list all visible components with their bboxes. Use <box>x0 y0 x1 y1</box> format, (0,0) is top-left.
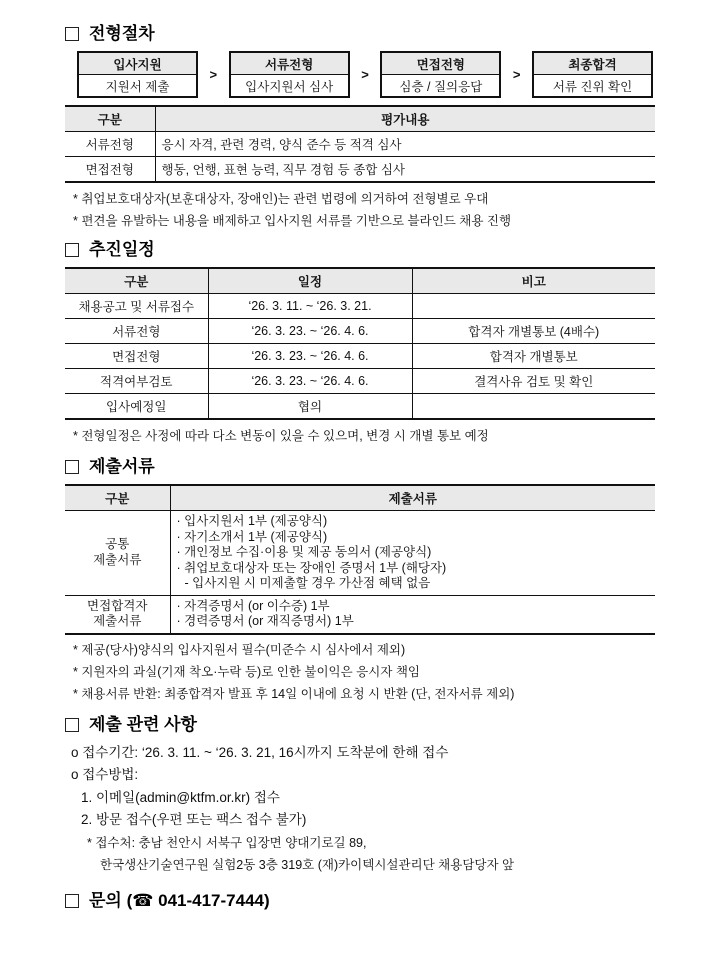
section-heading-contact <box>65 891 655 911</box>
col-header-category: 구분 <box>65 106 155 132</box>
procedure-notes <box>73 188 655 232</box>
cell-eval-content: 행동, 언행, 표현 능력, 직무 경험 등 종합 심사 <box>155 157 655 183</box>
square-bullet-icon <box>65 718 79 732</box>
cell-remarks: 합격자 개별통보 <box>412 344 655 369</box>
cell-category: 서류전형 <box>65 319 208 344</box>
note-line: * 전형일정은 사정에 따라 다소 변동이 있을 수 있으며, 변경 시 개별 통보 예정 <box>73 429 489 443</box>
table-row <box>65 132 655 157</box>
square-bullet-icon <box>65 27 79 41</box>
document-item-note: - 입사지원 시 미제출할 경우 가산점 혜택 없음 <box>184 576 431 590</box>
schedule-table <box>65 267 655 420</box>
document-item: · 자격증명서 (or 이수증) 1부 <box>176 598 330 613</box>
section-title: 추진일정 <box>89 240 155 259</box>
submission-address-line-1: * 접수처: 충남 천안시 서북구 입장면 양대기로길 89, <box>87 835 367 850</box>
col-header-documents: 제출서류 <box>170 485 655 511</box>
cell-remarks <box>412 294 655 319</box>
flow-step-desc: 심층 / 질의응답 <box>399 80 483 94</box>
col-header-category: 구분 <box>65 268 208 294</box>
submission-method-visit: 2. 방문 접수(우편 또는 팩스 접수 불가) <box>81 812 307 827</box>
note-line: * 채용서류 반환: 최종합격자 발표 후 14일 이내에 요청 시 반환 (단, 전자서류 제외) <box>73 686 515 701</box>
note-line: * 취업보호대상자(보훈대상자, 장애인)는 관련 법령에 의거하여 전형별로 우대 <box>73 192 489 206</box>
note-line: * 지원자의 과실(기재 착오·누락 등)로 인한 불이익은 응시자 책임 <box>73 664 421 679</box>
section-heading-documents <box>65 457 655 477</box>
submission-method-line: o 접수방법: <box>71 767 139 782</box>
note-line: * 편견을 유발하는 내용을 배제하고 입사지원 서류를 기반으로 블라인드 채용 진행 <box>73 214 512 228</box>
cell-category: 서류전형 <box>65 132 155 157</box>
flow-step-desc: 서류 진위 확인 <box>552 80 633 94</box>
flow-step-title: 최종합격 <box>534 53 651 75</box>
arrow-right-icon: > <box>209 67 218 82</box>
cell-category: 면접전형 <box>65 344 208 369</box>
document-item: · 입사지원서 1부 (제공양식) <box>176 514 328 528</box>
contact-title-with-phone: 문의 (☎ 041-417-7444) <box>89 890 270 910</box>
cell-category: 입사예정일 <box>106 400 167 414</box>
cell-dates: ‘26. 3. 23. ~ ‘26. 4. 6. <box>208 319 412 344</box>
arrow-right-icon: > <box>512 67 521 82</box>
cell-category-common <box>65 511 170 596</box>
submission-details <box>71 742 655 877</box>
label-line: 공통 <box>105 537 130 552</box>
cell-category: 적격여부검토 <box>65 369 208 394</box>
cell-remarks: 합격자 개별통보 (4배수) <box>412 319 655 344</box>
flow-step-desc: 입사지원서 심사 <box>245 80 334 94</box>
col-header-remarks: 비고 <box>412 268 655 294</box>
submission-address-line-2: 한국생산기술연구원 실험2동 3층 319호 (재)카이텍시설관리단 채용담당자 앞 <box>100 858 515 872</box>
flow-step-title: 입사지원 <box>79 53 196 75</box>
section-heading-schedule <box>65 240 655 260</box>
cell-document-list <box>170 511 655 596</box>
submission-method-email: 1. 이메일(admin@ktfm.or.kr) 접수 <box>81 789 280 805</box>
cell-eval-content: 응시 자격, 관련 경력, 양식 준수 등 적격 심사 <box>155 132 655 157</box>
flow-step-title: 면접전형 <box>382 53 499 75</box>
cell-remarks: 결격사유 검토 및 확인 <box>412 369 655 394</box>
evaluation-table <box>65 105 655 183</box>
section-heading-submission <box>65 715 655 735</box>
table-row <box>65 511 655 596</box>
section-heading-procedure <box>65 24 655 44</box>
table-row <box>65 294 655 319</box>
table-header-row <box>65 268 655 294</box>
document-item: · 취업보호대상자 또는 장애인 증명서 1부 (해당자) <box>176 560 447 575</box>
label-line: 면접합격자 <box>87 598 148 613</box>
col-header-category: 구분 <box>65 485 170 511</box>
flow-step-final-pass <box>532 51 653 98</box>
procedure-flowchart <box>77 51 653 98</box>
cell-remarks <box>412 394 655 420</box>
flow-step-desc: 지원서 제출 <box>105 80 170 94</box>
cell-category: 면접전형 <box>85 163 134 177</box>
table-header-row <box>65 106 655 132</box>
cell-dates: 협의 <box>208 394 412 420</box>
document-item: · 개인정보 수집·이용 및 제공 동의서 (제공양식) <box>176 545 432 559</box>
col-header-eval-content: 평가내용 <box>155 106 655 132</box>
label-line: 제출서류 <box>93 552 142 567</box>
col-header-dates: 일정 <box>208 268 412 294</box>
document-item: · 자기소개서 1부 (제공양식) <box>176 529 328 544</box>
cell-dates: ‘26. 3. 11. ~ ‘26. 3. 21. <box>208 294 412 319</box>
flow-step-application <box>77 51 198 98</box>
label-line: 제출서류 <box>93 614 142 628</box>
flow-step-interview <box>380 51 501 98</box>
table-row <box>65 157 655 183</box>
note-line: * 제공(당사)양식의 입사지원서 필수(미준수 시 심사에서 제외) <box>73 642 406 657</box>
table-row <box>65 394 655 420</box>
section-title: 제출서류 <box>89 457 155 476</box>
flow-step-document-screening <box>229 51 350 98</box>
square-bullet-icon <box>65 243 79 257</box>
square-bullet-icon <box>65 894 79 908</box>
section-title: 제출 관련 사항 <box>89 714 197 734</box>
table-header-row <box>65 485 655 511</box>
cell-document-list <box>170 595 655 634</box>
schedule-notes <box>73 425 655 447</box>
cell-dates: ‘26. 3. 23. ~ ‘26. 4. 6. <box>208 369 412 394</box>
table-row <box>65 595 655 634</box>
table-row <box>65 344 655 369</box>
cell-category: 채용공고 및 서류접수 <box>65 294 208 319</box>
section-title: 전형절차 <box>89 24 155 43</box>
cell-dates: ‘26. 3. 23. ~ ‘26. 4. 6. <box>208 344 412 369</box>
table-row <box>65 369 655 394</box>
document-item: · 경력증명서 (or 재직증명서) 1부 <box>176 614 354 628</box>
documents-notes <box>73 639 655 705</box>
square-bullet-icon <box>65 460 79 474</box>
documents-table <box>65 484 655 635</box>
cell-category-interview-pass <box>65 595 170 634</box>
submission-period-line: o 접수기간: ‘26. 3. 11. ~ ‘26. 3. 21, 16시까지 도착분에 한해 접수 <box>71 744 449 760</box>
arrow-right-icon: > <box>361 67 369 82</box>
table-row <box>65 319 655 344</box>
flow-step-title: 서류전형 <box>231 53 348 75</box>
